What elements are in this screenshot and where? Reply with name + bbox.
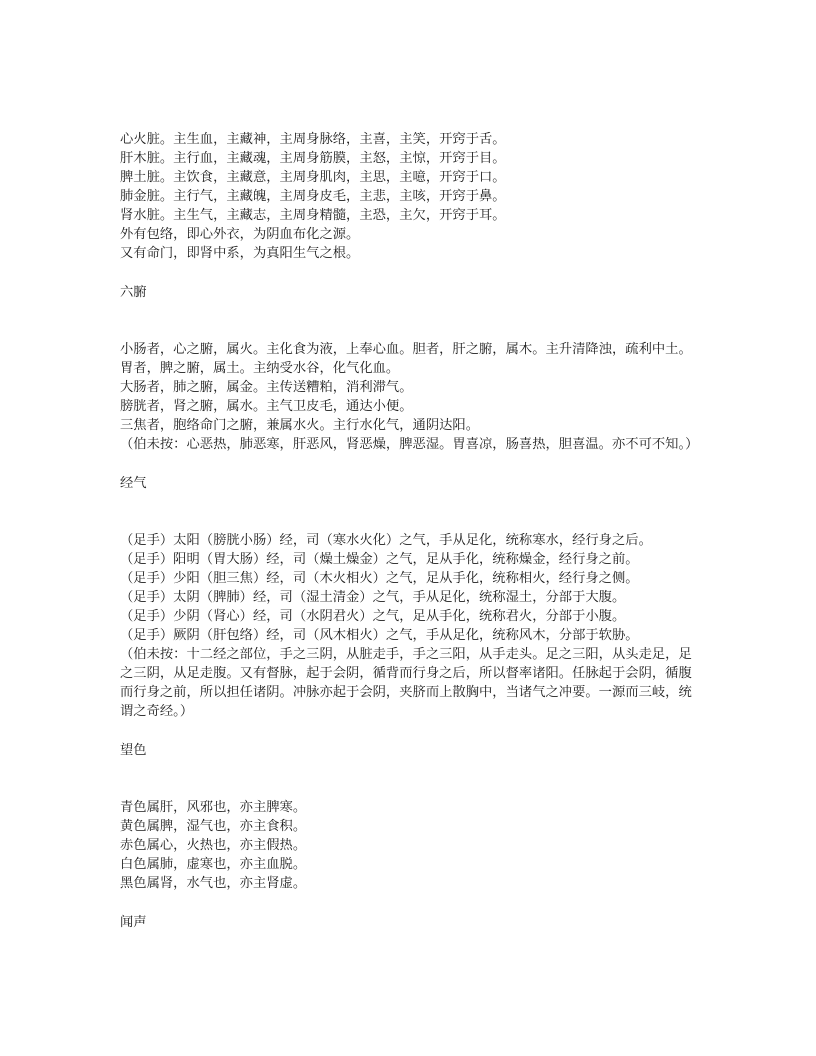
paragraph-line: 又有命门，即肾中系，为真阳生气之根。 [120,246,360,261]
paragraph-line: 小肠者，心之腑，属火。主化食为液，上奉心血。胆者，肝之腑，属木。主升清降浊，疏利中土。 [120,342,692,357]
paragraph-line: 黑色属肾，水气也，亦主肾虚。 [120,876,307,891]
section-heading-six-fu: 六腑 [120,285,147,300]
paragraph-line: （伯未按：十二经之部位，手之三阴，从脏走手，手之三阳，从手走头。足之三阳，从头走足，足之三阴，从足走腹。又有督脉，起于会阴，循背而行身之后，所以督率诸阳。任脉起于会阴，循腹而行身之前，所以担任诸阴。冲脉亦起于会阴，夹脐而上散胸中，当诸气之冲要。一源而三岐，统谓之奇经。） [120,647,692,719]
paragraph-line: 外有包络，即心外衣，为阴血布化之源。 [120,227,360,242]
paragraph-line: 肾水脏。主生气，主藏志，主周身精髓，主恐，主欠，开窍于耳。 [120,208,506,223]
paragraph-line: 青色属肝，风邪也，亦主脾寒。 [120,800,307,815]
paragraph-line: 大肠者，肺之腑，属金。主传送糟粕，消利滞气。 [120,380,413,395]
paragraph-line: 肺金脏。主行气，主藏魄，主周身皮毛，主悲，主咳，开窍于鼻。 [120,189,506,204]
paragraph-line: 胃者，脾之腑，属土。主纳受水谷，化气化血。 [120,361,400,376]
paragraph-line: （足手）太阴（脾肺）经，司（湿土清金）之气，手从足化，统称湿土，分部于大腹。 [120,590,626,605]
paragraph-line: （足手）少阴（肾心）经，司（水阴君火）之气，足从手化，统称君火，分部于小腹。 [120,609,626,624]
section-heading-observing-color: 望色 [120,743,147,758]
paragraph-line: （足手）阳明（胃大肠）经，司（燥土燥金）之气，足从手化，统称燥金，经行身之前。 [120,552,639,567]
paragraph-line: 肝木脏。主行血，主藏魂，主周身筋膜，主怒，主惊，开窍于目。 [120,151,506,166]
section-heading-listening-voice: 闻声 [120,915,147,930]
section-meridian-qi [120,531,700,721]
paragraph-line: （足手）太阳（膀胱小肠）经，司（寒水火化）之气，手从足化，统称寒水，经行身之后。 [120,533,652,548]
section-observing-color [120,798,700,893]
paragraph-line: （伯未按：心恶热，肺恶寒，肝恶风，肾恶燥，脾恶湿。胃喜凉，肠喜热，胆喜温。亦不可不知。） [120,437,699,452]
paragraph-line: 黄色属脾，湿气也，亦主食积。 [120,819,307,834]
section-six-fu [120,340,700,454]
paragraph-line: 膀胱者，肾之腑，属水。主气卫皮毛，通达小便。 [120,399,413,414]
paragraph-line: 心火脏。主生血，主藏神，主周身脉络，主喜，主笑，开窍于舌。 [120,132,506,147]
paragraph-line: 三焦者，胞络命门之腑，兼属水火。主行水化气，通阴达阳。 [120,418,480,433]
document-page [120,130,700,932]
section-five-organs [120,130,700,263]
paragraph-line: 白色属肺，虚寒也，亦主血脱。 [120,857,307,872]
paragraph-line: （足手）厥阴（肝包络）经，司（风木相火）之气，手从足化，统称风木，分部于软胁。 [120,628,639,643]
paragraph-line: 脾土脏。主饮食，主藏意，主周身肌肉，主思，主噫，开窍于口。 [120,170,506,185]
paragraph-line: （足手）少阳（胆三焦）经，司（木火相火）之气，足从手化，统称相火，经行身之侧。 [120,571,639,586]
paragraph-line: 赤色属心，火热也，亦主假热。 [120,838,307,853]
section-heading-meridian-qi: 经气 [120,476,147,491]
